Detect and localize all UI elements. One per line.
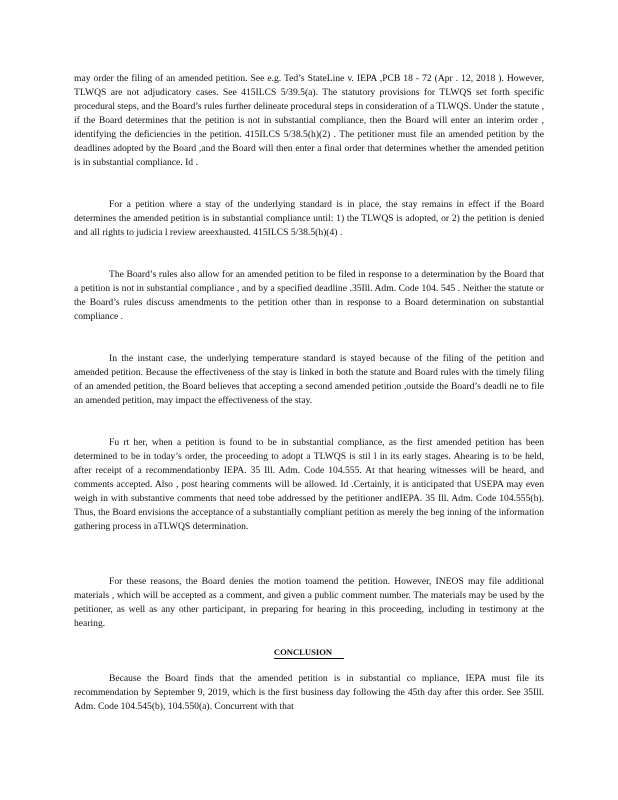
paragraph-6: For these reasons, the Board denies the motion toamend the petition. However, INEOS may file additional materials , which will be accepted as a comment, and given a public comment number. The materials may be used by the petitioner, as well as any other participant, in preparing for hearing in this proceeding, including in testimony at the hearing. <box>74 576 544 629</box>
conclusion-heading <box>0 645 618 659</box>
paragraph-4: In the instant case, the underlying temperature standard is stayed because of the filing of the petition and amended petition. Because the effectiveness of the stay is linked in both the statute and Board rules with the timely filing of an amended petition, the Board believes that accepting a second amended petition ,outside the Board’s deadli ne to file an amended petition, may impact the effectiveness of the stay. <box>74 353 544 406</box>
conclusion-heading-text: CONCLUSION <box>274 647 344 659</box>
paragraph-2: For a petition where a stay of the underlying standard is in place, the stay remains in effect if the Board determines the amended petition is in substantial compliance until: 1) the TLWQS is adopted, or 2) the petition is denied and all rights to judicia l review areexhausted. 415ILCS 5/38.5(h)(4) . <box>74 199 544 238</box>
paragraph-7: Because the Board finds that the amended petition is in substantial co mpliance, IEPA must file its recommendation by September 9, 2019, which is the first business day following the 45th day after this order. See 35Ill. Adm. Code 104.545(b), 104.550(a). Concurrent with that <box>74 673 544 712</box>
paragraph-5: Fu rt her, when a petition is found to be in substantial compliance, as the first amended petition has been determined to be in today’s order, the proceeding to adopt a TLWQS is stil l in its early stages. Ahearing is to be held, after receipt of a recommendationby IEPA. 35 Ill. Adm. Code 104.555. At that hearing witnesses will be heard, and comments accepted. Also , post hearing comments will be allowed. Id .Certainly, it is anticipated that USEPA may even weigh in with substantive comments that need tobe addressed by the petitioner andIEPA. 35 Ill. Adm. Code 104.555(h). Thus, the Board envisions the acceptance of a substantially compliant petition as merely the beg inning of the information gathering process in aTLWQS determination. <box>74 437 544 532</box>
paragraph-3: The Board’s rules also allow for an amended petition to be filed in response to a determination by the Board that a petition is not in substantial compliance , and by a specified deadline .35Ill. Adm. Code 104. 545 . Neither the statute or the Board’s rules discuss amendments to the petition other than in response to a Board determination on substantial compliance . <box>74 269 544 322</box>
paragraph-1: may order the filing of an amended petition. See e.g. Ted’s StateLine v. IEPA ,PCB 18 - 72 (Apr . 12, 2018 ). However, TLWQS are not adjudicatory cases. See 415ILCS 5/39.5(a). The statutory provisions for TLWQS set forth specific procedural steps, and the Board’s rules further delineate procedural steps in consideration of a TLWQS. Under the statute , if the Board determines that the petition is not in substantial compliance, then the Board will enter an interim order , identifying the deficiencies in the petition. 415ILCS 5/38.5(h)(2) . The petitioner must file an amended petition by the deadlines adopted by the Board ,and the Board will then enter a final order that determines whether the amended petition is in substantial compliance. Id . <box>74 73 544 168</box>
